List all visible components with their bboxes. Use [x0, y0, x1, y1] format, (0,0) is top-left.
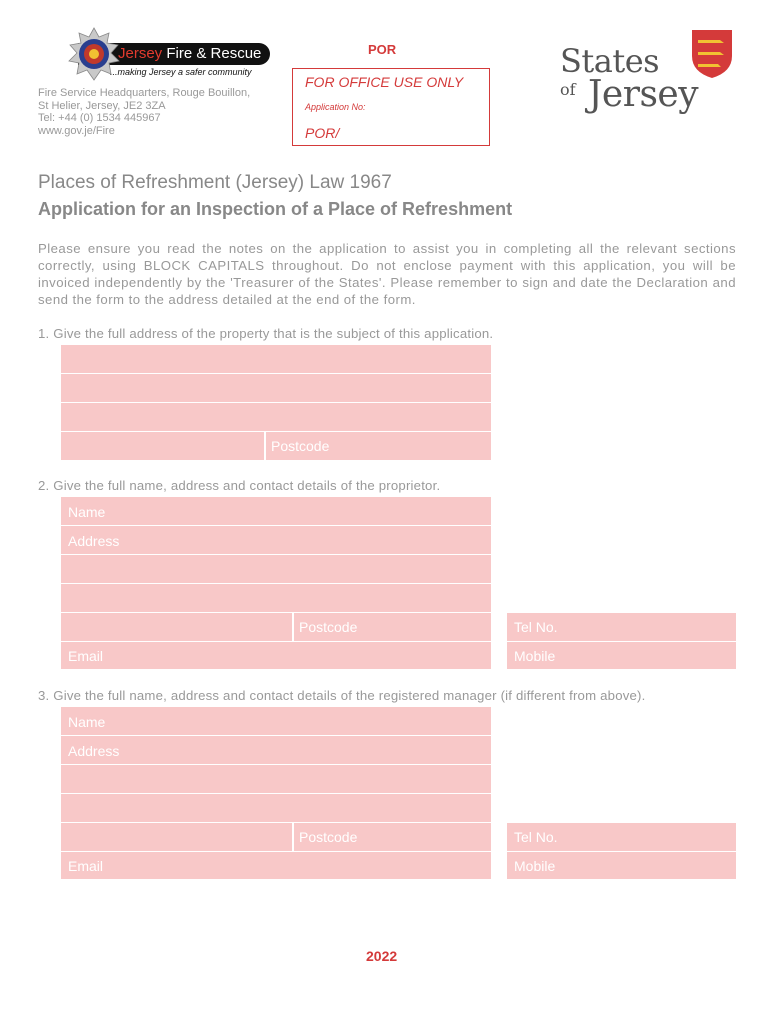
question-2-text: 2. Give the full name, address and contact details of the proprietor. — [38, 478, 441, 493]
q2-address-line-4-field[interactable] — [61, 613, 491, 642]
q2-name-label: Name — [68, 504, 106, 520]
q3-mobile-label: Mobile — [514, 858, 556, 874]
intro-paragraph: Please ensure you read the notes on the application to assist you in completing all the relevant sections correctly, using BLOCK CAPITALS throughout. Do not enclose payment with this application, you will be invoiced independently by the 'Treasurer of the States'. Please remember to sign and date the Declaration and send the form to the address detailed at the end of the form. — [38, 241, 736, 307]
q3-postcode-label: Postcode — [299, 829, 358, 845]
hq-website: www.gov.je/Fire — [38, 124, 115, 137]
hq-address — [38, 87, 250, 137]
field-divider — [292, 613, 294, 641]
of-word: of — [560, 80, 576, 99]
q3-address-line-3-field[interactable] — [61, 794, 491, 823]
por-reference: POR/ — [305, 125, 340, 141]
states-word: States — [560, 42, 660, 80]
application-number-label: Application No: — [305, 102, 366, 112]
field-divider — [292, 823, 294, 851]
q2-address-line-3-field[interactable] — [61, 584, 491, 613]
q3-tel-label: Tel No. — [514, 829, 558, 845]
hq-phone: Tel: +44 (0) 1534 445967 — [38, 112, 161, 124]
q2-address-line-2-field[interactable] — [61, 555, 491, 584]
logo-tagline: ...making Jersey a safer community — [110, 67, 252, 77]
form-title: Application for an Inspection of a Place of Refreshment — [38, 199, 513, 219]
q3-address-line-2-field[interactable] — [61, 765, 491, 794]
states-of-jersey-logo — [548, 28, 738, 124]
q3-address-label: Address — [68, 743, 120, 759]
q1-address-line-1-field[interactable] — [61, 345, 491, 374]
fire-rescue-logo — [38, 27, 270, 83]
hq-address-line: St Helier, Jersey, JE2 3ZA — [38, 99, 166, 112]
q2-postcode-label: Postcode — [299, 619, 358, 635]
office-use-title: FOR OFFICE USE ONLY — [305, 74, 464, 90]
q1-postcode-label: Postcode — [271, 438, 330, 454]
q2-email-label: Email — [68, 648, 104, 664]
footer-year: 2022 — [366, 948, 398, 964]
q2-name-field[interactable] — [61, 497, 491, 526]
logo-jersey-word: Jersey — [118, 45, 163, 62]
q3-email-field[interactable] — [61, 852, 491, 879]
jersey-word: Jersey — [588, 74, 699, 115]
q3-name-label: Name — [68, 714, 106, 730]
field-divider — [264, 432, 266, 460]
q3-name-field[interactable] — [61, 707, 491, 736]
q2-address-label: Address — [68, 533, 120, 549]
q2-address-field[interactable] — [61, 526, 491, 555]
q2-email-field[interactable] — [61, 642, 491, 669]
jersey-shield-icon — [690, 28, 734, 80]
q1-address-line-3-field[interactable] — [61, 403, 491, 432]
q1-address-line-2-field[interactable] — [61, 374, 491, 403]
q3-address-line-4-field[interactable] — [61, 823, 491, 852]
law-title: Places of Refreshment (Jersey) Law 1967 — [38, 172, 392, 193]
question-3-text: 3. Give the full name, address and contact details of the registered manager (if different from above). — [38, 688, 646, 703]
hq-address-line: Fire Service Headquarters, Rouge Bouillon, — [38, 87, 251, 99]
q3-email-label: Email — [68, 858, 104, 874]
logo-org-name: Fire & Rescue — [166, 45, 262, 62]
q3-address-field[interactable] — [61, 736, 491, 765]
question-1-text: 1. Give the full address of the property that is the subject of this application. — [38, 326, 494, 341]
por-label: POR — [368, 42, 397, 57]
q2-tel-label: Tel No. — [514, 619, 558, 635]
q2-mobile-label: Mobile — [514, 648, 556, 664]
